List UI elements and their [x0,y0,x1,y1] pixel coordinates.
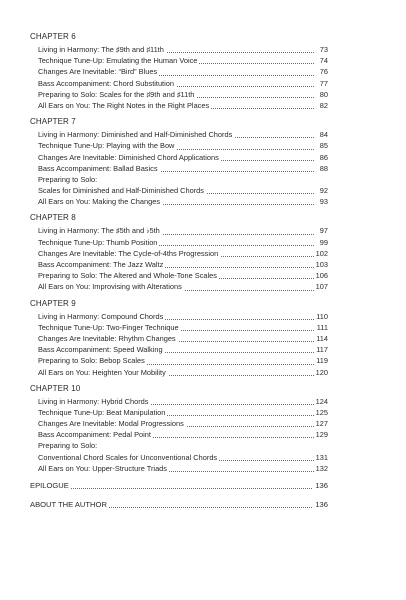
entry-title: Changes Are Inevitable: Rhythm Changes [38,333,176,343]
entry-title: Preparing to Solo: Scales for the ♯9th and ♯11th [38,89,195,99]
entry-title: Living in Harmony: The ♯9th and ♯11th [38,45,164,54]
toc-entry[interactable] [30,270,328,281]
entry-title: Changes Are Inevitable: Modal Progressions [38,419,184,429]
toc-entry[interactable] [30,322,328,333]
entry-title: Technique Tune-Up: Two-Finger Technique [38,322,179,332]
entry-title: Bass Accompaniment: Chord Substitution [38,78,174,88]
entry-title: All Ears on You: Upper-Structure Triads [38,463,167,473]
entry-page: 114 [316,333,328,343]
entry-page: 136 [315,500,328,510]
toc-entry[interactable] [30,152,328,163]
toc-entry[interactable] [30,259,328,270]
toc-entry[interactable] [30,396,328,407]
toc-entry[interactable] [30,129,328,140]
entry-title: Scales for Diminished and Half-Diminished Chords [38,186,204,196]
entry-page: 111 [316,322,328,332]
entry-page: 84 [319,130,328,140]
toc-entry[interactable] [30,185,328,196]
entry-page: 110 [316,311,328,321]
chapter-9 [30,299,328,378]
entry-page: 85 [319,141,328,151]
entry-page: 107 [315,282,328,292]
toc-entry[interactable] [30,355,328,366]
entry-page: 119 [316,356,328,366]
entry-title: Technique Tune-Up: Thumb Position [38,237,158,247]
entry-title: Living in Harmony: Diminished and Half-Diminished Chords [38,130,233,140]
chapter-title: CHAPTER 8 [30,213,76,223]
toc-entry[interactable] [30,140,328,151]
toc-entry[interactable] [30,174,328,185]
entry-page: 93 [319,197,328,207]
entry-page: 106 [315,271,328,281]
entry-title: EPILOGUE [30,481,69,490]
toc-entry[interactable] [30,281,328,292]
toc-entry-about-the-author[interactable] [30,499,328,510]
entry-title: Technique Tune-Up: Emulating the Human Voice [38,56,198,66]
chapter-8 [30,213,328,292]
entry-page: 103 [315,260,328,269]
entry-page: 124 [315,396,328,406]
toc-entry[interactable] [30,344,328,355]
entry-title: Changes Are Inevitable: The Cycle-of-4ths Progression [38,248,219,258]
entry-title: All Ears on You: Heighten Your Mobility [38,367,166,377]
entry-title: Technique Tune-Up: Playing with the Bow [38,141,175,151]
toc-entry[interactable] [30,237,328,248]
toc-entry[interactable] [30,163,328,174]
toc-entry[interactable] [30,463,328,474]
entry-title: All Ears on You: Making the Changes [38,197,161,207]
toc-entry[interactable] [30,89,328,100]
entry-title: Preparing to Solo: Bebop Scales [38,356,145,366]
chapter-7 [30,117,328,207]
chapter-title: CHAPTER 10 [30,383,81,393]
entry-title: Bass Accompaniment: The Jazz Waltz [38,260,164,269]
entry-title: Preparing to Solo: [38,441,98,451]
entry-page: 131 [315,452,328,462]
entry-page: 92 [319,186,328,196]
toc-entry[interactable] [30,333,328,344]
entry-page: 117 [316,345,328,355]
entry-page: 88 [319,163,328,173]
chapter-title: CHAPTER 7 [30,117,76,127]
toc-entry[interactable] [30,367,328,378]
entry-title: All Ears on You: Improvising with Alterations [38,282,182,292]
entry-page: 82 [319,100,328,110]
toc-entry[interactable] [30,429,328,440]
entry-title: Living in Harmony: Compound Chords [38,311,164,321]
entry-page: 127 [315,419,328,429]
entry-title: Changes Are Inevitable: “Bird” Blues [38,67,158,77]
toc-entry[interactable] [30,248,328,259]
table-of-contents [30,32,328,518]
toc-entry[interactable] [30,225,328,236]
entry-title: Conventional Chord Scales for Unconventional Chords [38,452,218,462]
entry-title: ABOUT THE AUTHOR [30,500,107,510]
entry-page: 73 [319,45,328,54]
entry-title: Bass Accompaniment: Speed Walking [38,345,163,355]
entry-page: 136 [315,481,328,490]
entry-page: 77 [319,78,328,88]
entry-page: 120 [315,367,328,377]
entry-page: 99 [319,237,328,247]
entry-page: 125 [315,407,328,417]
dot-leader [30,488,314,489]
toc-entry-epilogue[interactable] [30,480,328,491]
entry-title: All Ears on You: The Right Notes in the Right Places [38,100,210,110]
entry-page: 86 [319,152,328,162]
entry-page: 132 [315,463,328,473]
entry-title: Living in Harmony: The ♯5th and ♭5th [38,226,160,236]
chapter-title: CHAPTER 6 [30,32,76,41]
entry-page: 97 [319,226,328,236]
chapter-6 [30,32,328,111]
entry-page: 74 [319,56,328,66]
toc-entry[interactable] [30,55,328,66]
chapter-10 [30,384,328,474]
toc-entry[interactable] [30,440,328,451]
toc-entry[interactable] [30,311,328,322]
entry-title: Bass Accompaniment: Pedal Point [38,430,151,440]
entry-page: 129 [315,430,328,440]
entry-title: Preparing to Solo: [38,174,98,184]
toc-entry[interactable] [30,44,328,55]
toc-entry[interactable] [30,100,328,111]
toc-entry[interactable] [30,78,328,89]
toc-entry[interactable] [30,196,328,207]
entry-title: Bass Accompaniment: Ballad Basics [38,163,158,173]
toc-entry[interactable] [30,407,328,418]
entry-title: Changes Are Inevitable: Diminished Chord Applications [38,152,219,162]
toc-entry[interactable] [30,66,328,77]
chapter-title: CHAPTER 9 [30,298,76,308]
toc-entry[interactable] [30,418,328,429]
entry-title: Technique Tune-Up: Beat Manipulation [38,407,166,417]
entry-title: Living in Harmony: Hybrid Chords [38,396,149,406]
toc-entry[interactable] [30,452,328,463]
entry-title: Preparing to Solo: The Altered and Whole-Tone Scales [38,271,217,281]
entry-page: 76 [319,67,328,77]
entry-page: 102 [315,248,328,258]
entry-page: 80 [319,89,328,99]
